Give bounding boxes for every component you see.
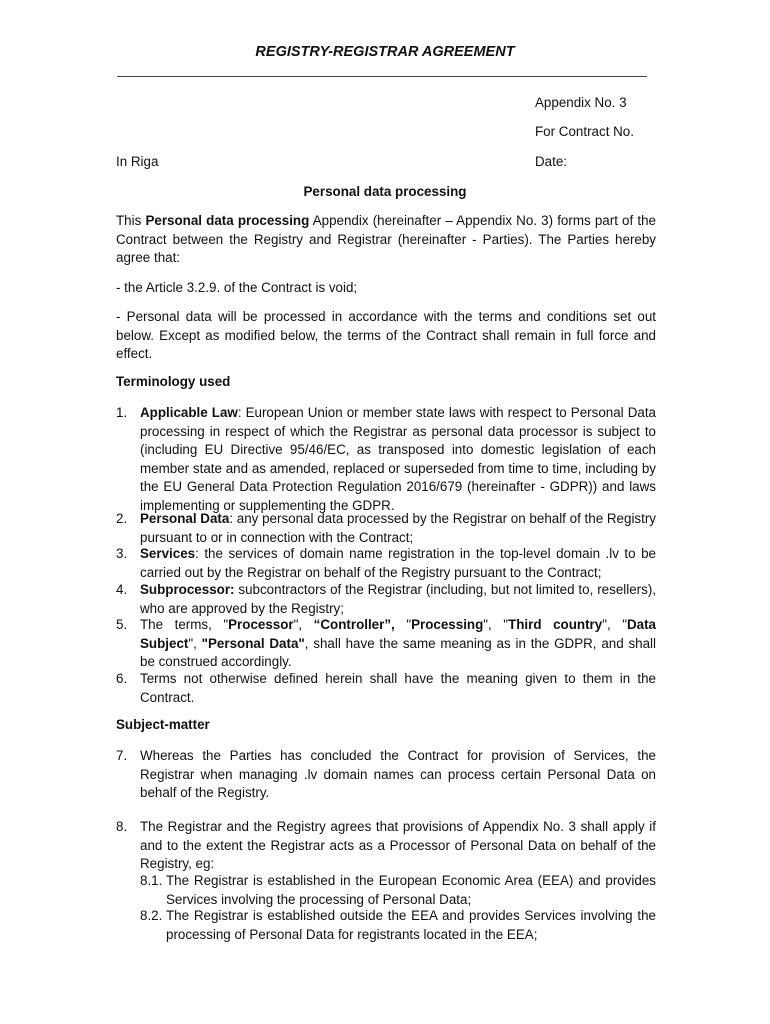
title-underline	[117, 76, 647, 77]
appendix-number: Appendix No. 3	[535, 95, 627, 110]
subject-matter-heading: Subject-matter	[116, 717, 210, 732]
document-title: REGISTRY-REGISTRAR AGREEMENT	[255, 44, 515, 60]
intro-paragraph: This Personal data processing Appendix (hereinafter – Appendix No. 3) forms part of the Contract between the Registry and Registrar (hereinafter - Parties). The Parties hereby agree that:	[116, 213, 656, 265]
date-label: Date:	[535, 154, 568, 169]
terminology-heading: Terminology used	[116, 374, 231, 389]
section-title: Personal data processing	[303, 184, 467, 199]
contract-number-label: For Contract No.	[535, 124, 634, 139]
processing-terms-paragraph: - Personal data will be processed in accordance with the terms and conditions set out below. Except as modified below, the terms of the Contract shall remain in full force and effect.	[116, 309, 656, 361]
place-label: In Riga	[116, 154, 159, 169]
article-void-paragraph: - the Article 3.2.9. of the Contract is void;	[116, 280, 358, 295]
